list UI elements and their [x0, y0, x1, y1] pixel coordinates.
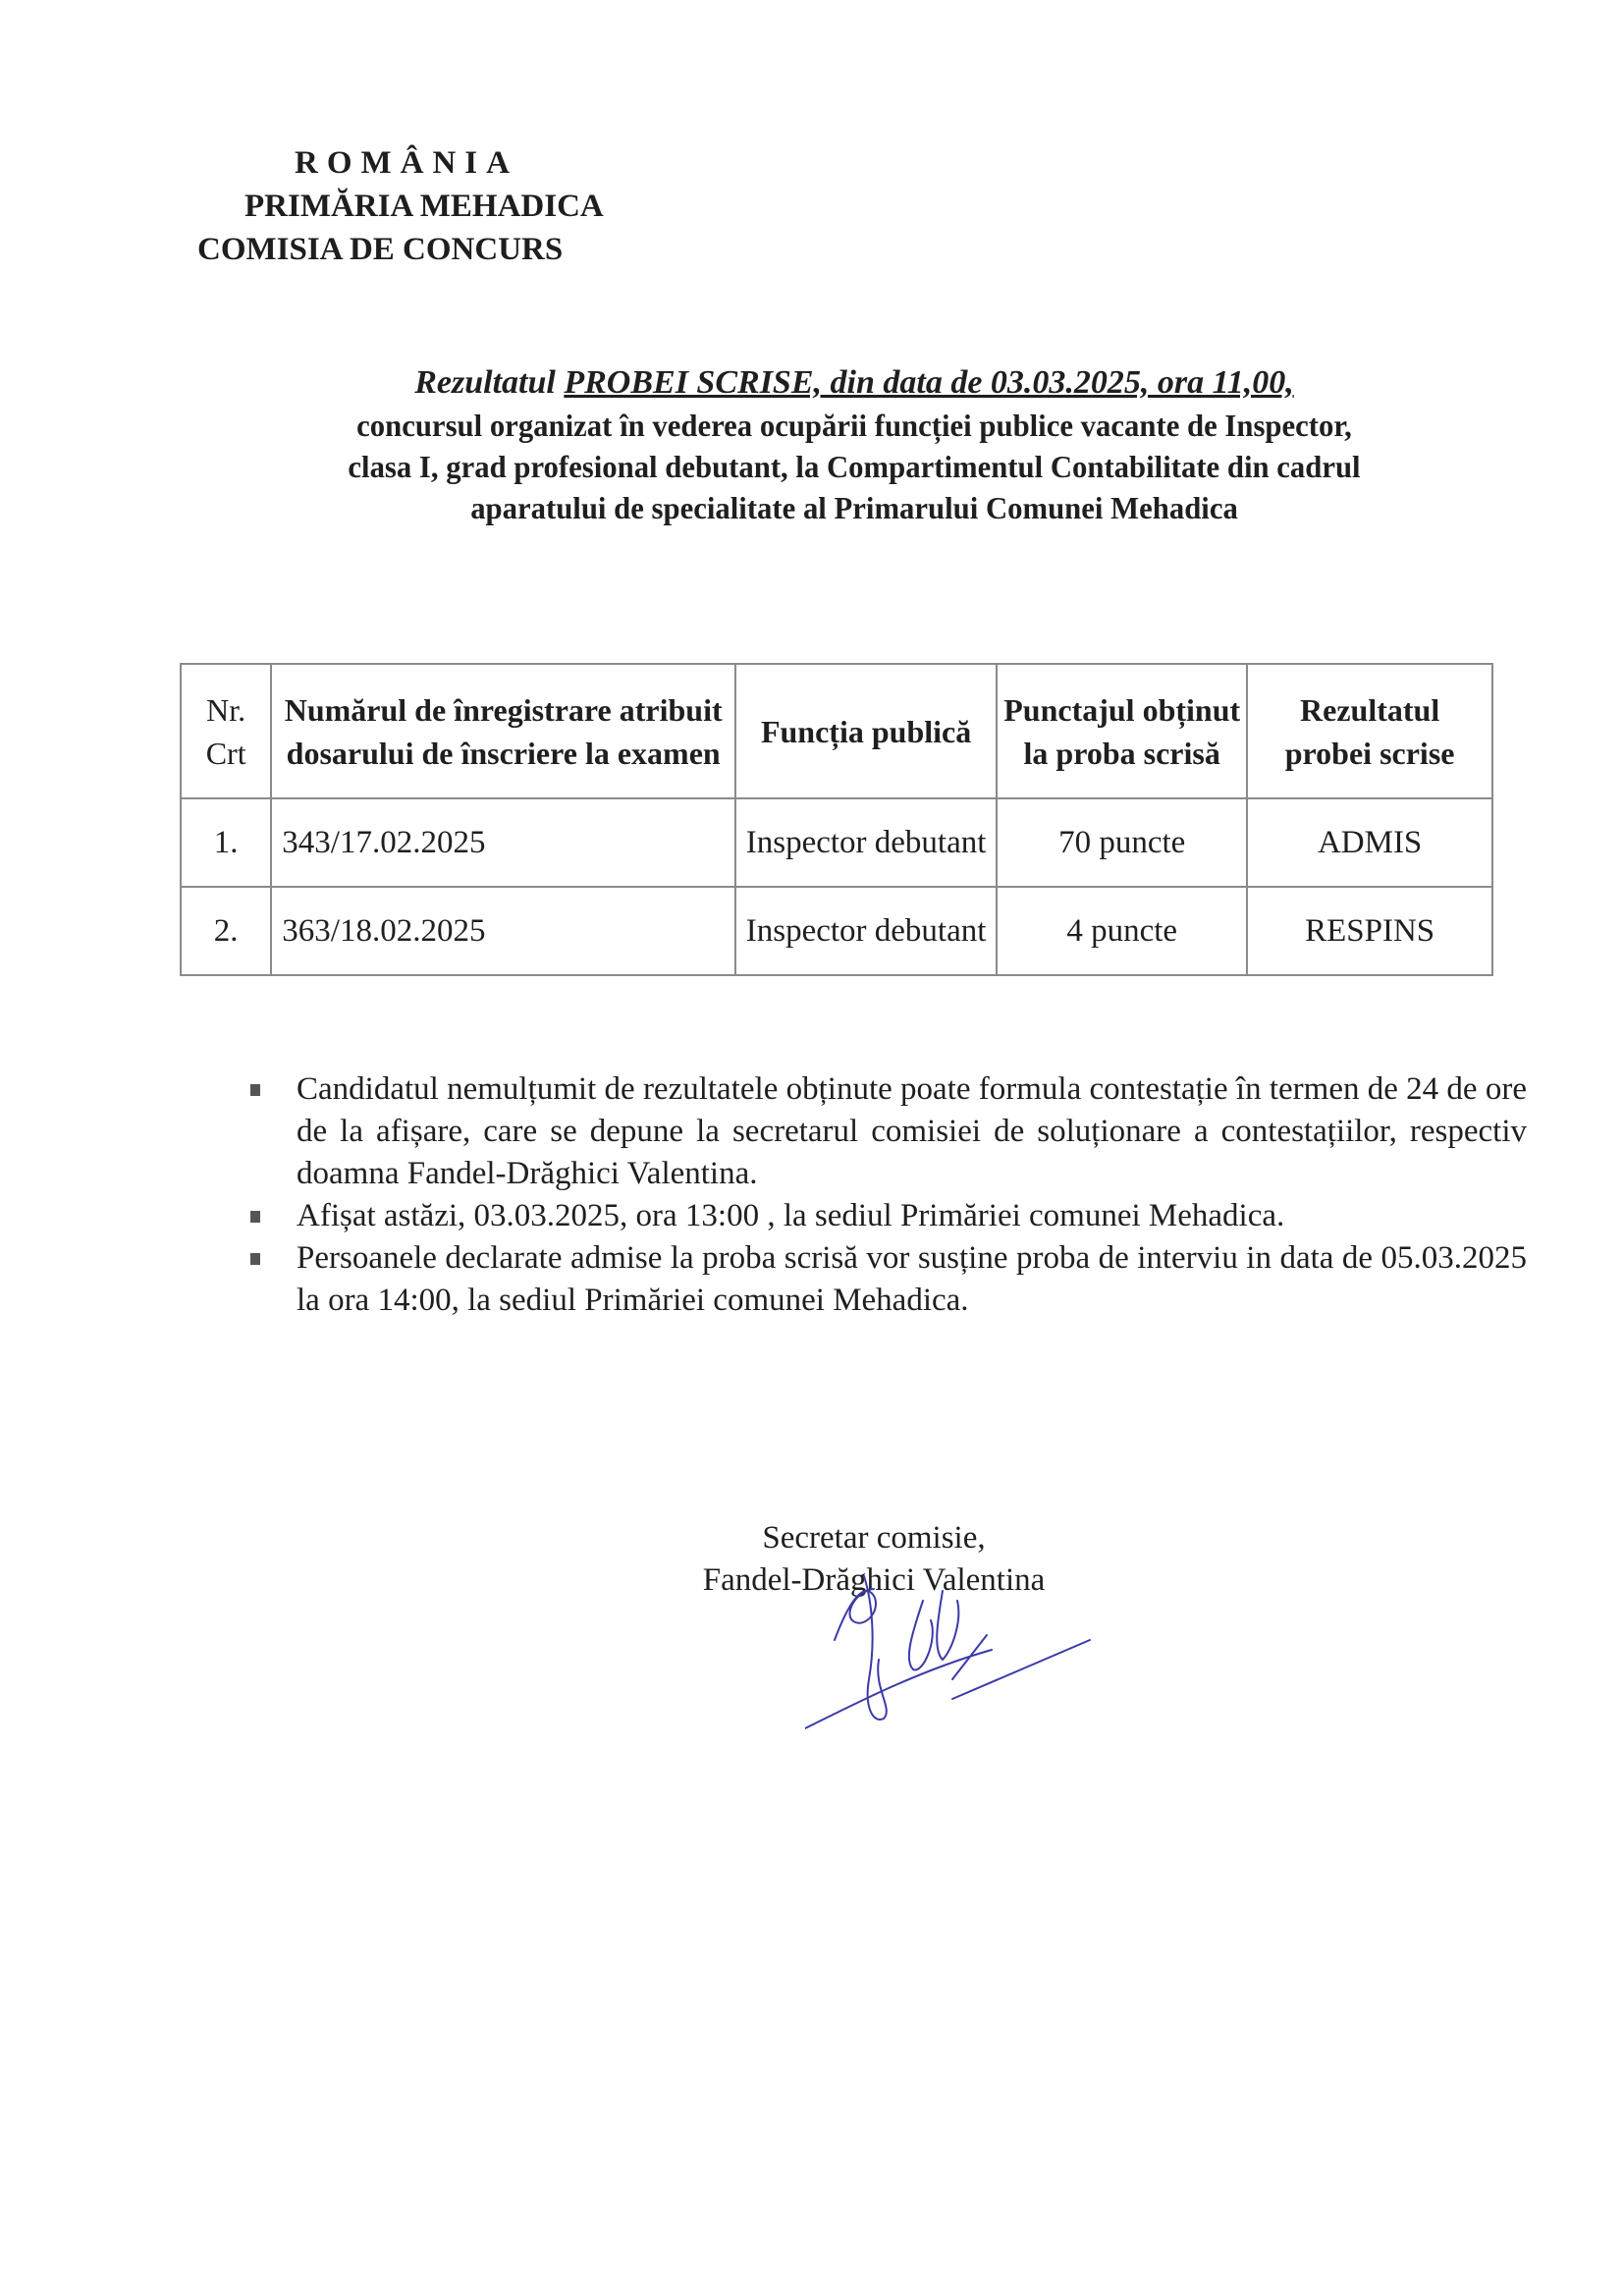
title-line-4: aparatului de specialitate al Primarului Comunei Mehadica [470, 490, 1238, 525]
square-bullet-icon [250, 1253, 260, 1265]
cell-registration: 363/18.02.2025 [271, 887, 735, 975]
header-position: Funcția publică [735, 664, 997, 798]
cell-result: RESPINS [1247, 887, 1492, 975]
note-item [245, 1237, 1527, 1322]
header-country: ROMÂNIA [295, 145, 518, 181]
header-score: Punctajul obținut la proba scrisă [997, 664, 1247, 798]
title-underlined: PROBEI SCRISE, din data de 03.03.2025, ora 11,00, [564, 364, 1294, 401]
cell-score: 70 puncte [997, 798, 1247, 887]
header-registration: Numărul de înregistrare atribuit dosarului de înscriere la examen [271, 664, 735, 798]
header-commission: COMISIA DE CONCURS [197, 232, 564, 267]
cell-nr: 1. [181, 798, 271, 887]
note-text: Afișat astăzi, 03.03.2025, ora 13:00 , la sediul Primăriei comunei Mehadica. [297, 1198, 1285, 1233]
title-line-2: concursul organizat în vederea ocupării funcției publice vacante de Inspector, [356, 408, 1352, 443]
cell-registration: 343/17.02.2025 [271, 798, 735, 887]
signer-role: Secretar comisie, [762, 1520, 986, 1556]
note-item [245, 1068, 1527, 1195]
header-institution: PRIMĂRIA MEHADICA [244, 189, 604, 224]
note-text: Candidatul nemulțumit de rezultatele obținute poate formula contestație în termen de 24 de ore de la afișare, care se depune la secretarul comisiei de soluționare a contestațiilor, respectiv doamna Fandel-Drăghici Valentina. [297, 1071, 1527, 1191]
handwritten-signature-icon [805, 1561, 1100, 1738]
square-bullet-icon [250, 1211, 260, 1223]
cell-result: ADMIS [1247, 798, 1492, 887]
title-line-3: clasa I, grad profesional debutant, la Compartimentul Contabilitate din cadrul [348, 449, 1361, 484]
table-row [181, 887, 1492, 975]
cell-position: Inspector debutant [735, 798, 997, 887]
title-line-1 [177, 361, 1532, 405]
results-table [180, 663, 1493, 976]
signer-name: Fandel-Drăghici Valentina [702, 1562, 1046, 1598]
note-item [245, 1195, 1527, 1237]
cell-position: Inspector debutant [735, 887, 997, 975]
cell-nr: 2. [181, 887, 271, 975]
document-title [177, 361, 1532, 528]
header-result: Rezultatul probei scrise [1247, 664, 1492, 798]
table-header-row [181, 664, 1492, 798]
notes-list [245, 1068, 1527, 1322]
note-text: Persoanele declarate admise la proba scrisă vor susține proba de interviu in data de 05.03.2025 la ora 14:00, la sediul Primăriei comunei Mehadica. [297, 1240, 1527, 1318]
cell-score: 4 puncte [997, 887, 1247, 975]
table-row [181, 798, 1492, 887]
title-prefix: Rezultatul [414, 364, 565, 401]
header-nr: Nr. Crt [181, 664, 271, 798]
square-bullet-icon [250, 1084, 260, 1096]
